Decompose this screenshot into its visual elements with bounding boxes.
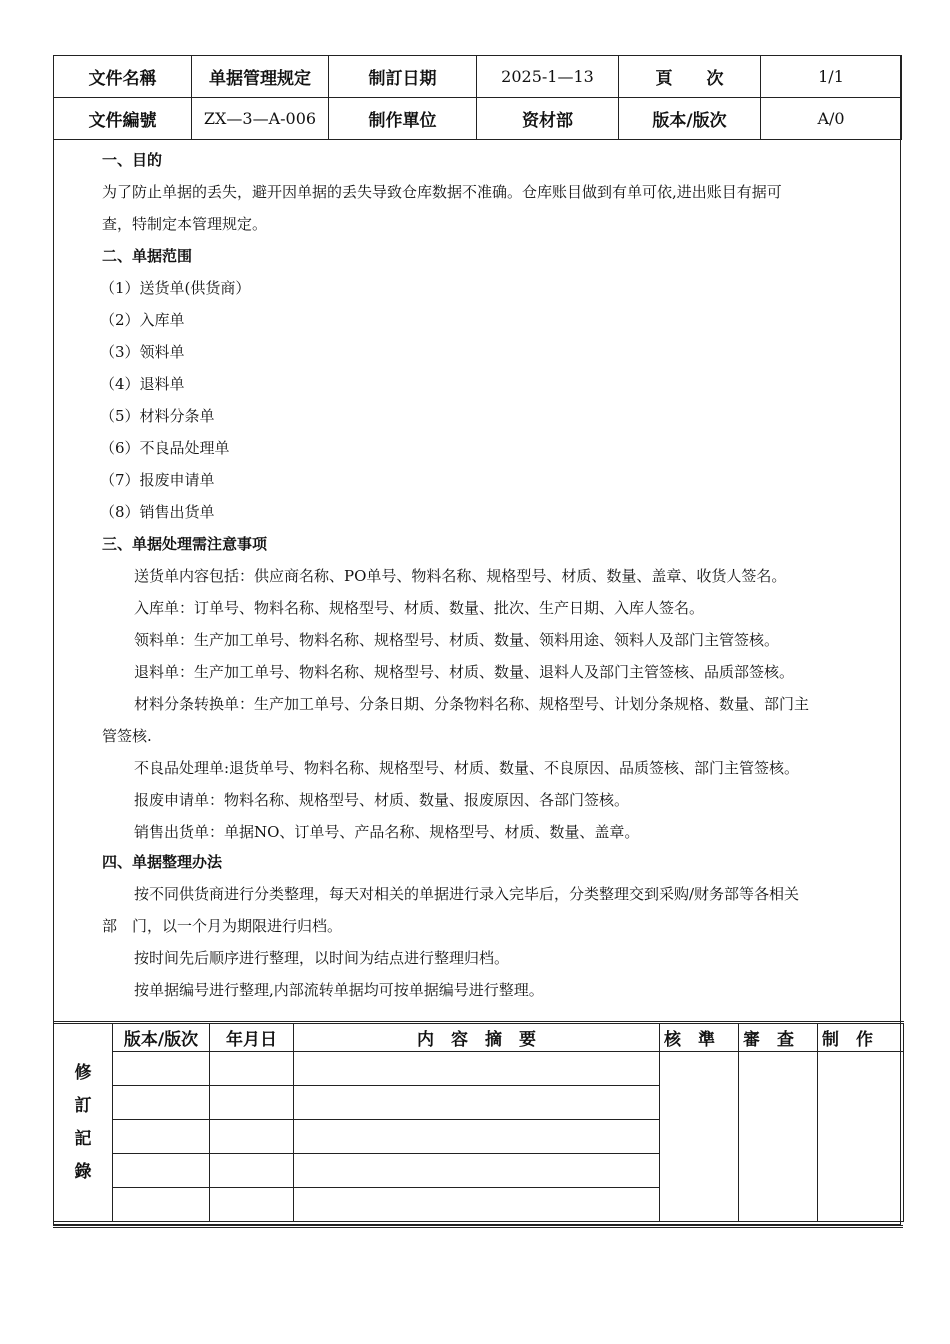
list-item: （8）销售出货单: [100, 503, 215, 521]
header-row-2: [54, 98, 902, 140]
table-bottom-border: [53, 1222, 903, 1228]
section-3-line: 销售出货单：单据NO、订单号、产品名称、规格型号、材质、数量、盖章。: [134, 823, 640, 841]
header-table: [53, 55, 902, 140]
section-4-line: 部 门，以一个月为期限进行归档。: [102, 917, 343, 935]
section-3-line: 退料单：生产加工单号、物料名称、规格型号、材质、数量、退料人及部门主管签核、品质部签核。: [134, 663, 795, 681]
header-row-1: [54, 56, 902, 98]
section-4-line: 按时间先后顺序进行整理，以时间为结点进行整理归档。: [134, 949, 510, 967]
table-cell: [294, 1154, 660, 1188]
table-cell: [210, 1086, 294, 1120]
make-cell: [818, 1052, 904, 1222]
review-cell: [739, 1052, 818, 1222]
list-item: （2）入库单: [100, 311, 185, 329]
section-3-line: 入库单：订单号、物料名称、规格型号、材质、数量、批次、生产日期、入库人签名。: [134, 599, 705, 617]
section-3-line: 不良品处理单:退货单号、物料名称、规格型号、材质、数量、不良原因、品质签核、部门主管签核。: [134, 759, 800, 777]
revision-record-side-label: [54, 1023, 113, 1222]
file-name-value: 单据管理规定: [192, 56, 329, 98]
unit-label: 制作單位: [329, 98, 477, 140]
approve-cell: [660, 1052, 739, 1222]
side-label-char: 記: [74, 1128, 92, 1149]
table-cell: [210, 1188, 294, 1222]
section-2-title: 二、单据范围: [102, 247, 193, 265]
col-make: 制 作: [818, 1023, 904, 1052]
side-label-char: 錄: [74, 1161, 92, 1182]
version-label: 版本/版次: [619, 98, 761, 140]
table-cell: [113, 1086, 210, 1120]
list-item: （3）领料单: [100, 343, 185, 361]
section-4-line: 按不同供货商进行分类整理，每天对相关的单据进行录入完毕后，分类整理交到采购/财务部等各相关: [134, 885, 800, 903]
version-value: A/0: [761, 98, 902, 140]
col-review: 審 查: [739, 1023, 818, 1052]
revision-date-value: 2025-1—13: [477, 56, 619, 98]
list-item: （6）不良品处理单: [100, 439, 230, 457]
table-cell: [294, 1188, 660, 1222]
table-cell: [113, 1154, 210, 1188]
table-row: [54, 1052, 904, 1086]
section-3-line: 领料单：生产加工单号、物料名称、规格型号、材质、数量、领料用途、领料人及部门主管签核。: [134, 631, 780, 649]
col-approve: 核 準: [660, 1023, 739, 1052]
section-3-title: 三、单据处理需注意事项: [102, 535, 268, 553]
table-cell: [210, 1154, 294, 1188]
table-cell: [294, 1086, 660, 1120]
table-cell: [294, 1120, 660, 1154]
unit-value: 资材部: [477, 98, 619, 140]
col-date: 年月日: [210, 1023, 294, 1052]
revision-header-row: [54, 1023, 904, 1052]
page-value: 1/1: [761, 56, 902, 98]
list-item: （5）材料分条单: [100, 407, 215, 425]
file-name-label: 文件名稱: [54, 56, 192, 98]
table-cell: [113, 1052, 210, 1086]
table-cell: [294, 1052, 660, 1086]
page-label: 頁 次: [619, 56, 761, 98]
file-number-label: 文件編號: [54, 98, 192, 140]
section-1-paragraph-line-2: 查，特制定本管理规定。: [102, 215, 268, 233]
col-summary: 内 容 摘 要: [294, 1023, 660, 1052]
section-4-line: 按单据编号进行整理,内部流转单据均可按单据编号进行整理。: [134, 981, 544, 999]
table-cell: [210, 1052, 294, 1086]
list-item: （1）送货单(供货商）: [100, 279, 251, 297]
section-3-line: 送货单内容包括：供应商名称、PO单号、物料名称、规格型号、材质、数量、盖章、收货人签名。: [134, 567, 787, 585]
col-version: 版本/版次: [113, 1023, 210, 1052]
side-label-char: 訂: [74, 1095, 92, 1116]
list-item: （7）报废申请单: [100, 471, 215, 489]
section-1-title: 一、目的: [102, 151, 163, 169]
side-label-char: 修: [74, 1062, 92, 1083]
table-cell: [113, 1120, 210, 1154]
table-cell: [210, 1120, 294, 1154]
revision-date-label: 制訂日期: [329, 56, 477, 98]
file-number-value: ZX—3—A-006: [192, 98, 329, 140]
section-1-paragraph-line-1: 为了防止单据的丢失，避开因单据的丢失导致仓库数据不准确。仓库账目做到有单可依,进出账目有据可: [102, 183, 782, 201]
table-cell: [113, 1188, 210, 1222]
list-item: （4）退料单: [100, 375, 185, 393]
section-4-title: 四、单据整理办法: [102, 853, 223, 871]
section-3-line: 材料分条转换单：生产加工单号、分条日期、分条物料名称、规格型号、计划分条规格、数量、部门主: [134, 695, 810, 713]
section-3-line: 报废申请单：物料名称、规格型号、材质、数量、报废原因、各部门签核。: [134, 791, 630, 809]
section-3-line: 管签核.: [102, 727, 152, 745]
revision-record-table: [53, 1021, 904, 1222]
